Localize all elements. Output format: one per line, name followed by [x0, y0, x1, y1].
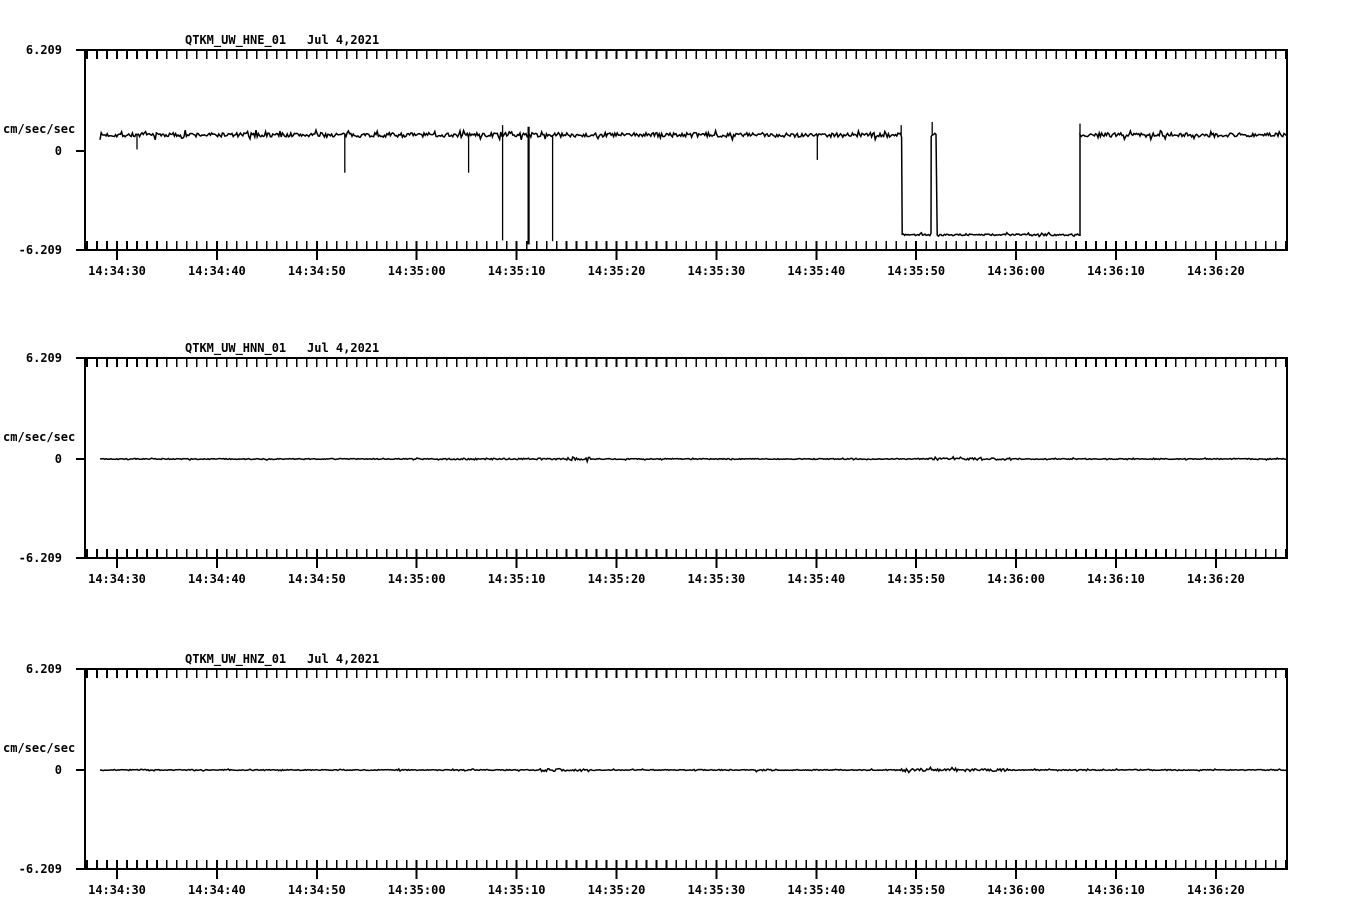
y-axis-ticks [76, 358, 85, 558]
panel-title-date: Jul 4,2021 [307, 341, 380, 355]
x-tick-label: 14:34:30 [88, 264, 146, 278]
x-tick-label: 14:35:20 [587, 264, 646, 278]
x-tick-label: 14:34:30 [88, 572, 146, 586]
x-tick-label: 14:36:10 [1087, 264, 1145, 278]
y-axis-zero-label: 0 [54, 452, 62, 466]
x-tick-label: 14:34:50 [287, 572, 346, 586]
panel-title-date: Jul 4,2021 [307, 652, 380, 666]
x-tick-label: 14:35:00 [387, 264, 446, 278]
y-axis-unit-label: cm/sec/sec [3, 122, 76, 136]
x-tick-label: 14:35:10 [487, 883, 546, 897]
x-tick-label: 14:34:50 [287, 264, 346, 278]
plot-frame [85, 50, 1287, 250]
x-tick-label: 14:35:20 [587, 572, 646, 586]
y-axis-zero-label: 0 [54, 763, 62, 777]
x-tick-label: 14:35:40 [787, 572, 846, 586]
panel-title-station: QTKM_UW_HNN_01 [185, 341, 287, 355]
y-axis-min-label: -6.209 [18, 862, 62, 876]
y-axis-max-label: 6.209 [25, 351, 62, 365]
x-tick-label: 14:35:50 [887, 883, 946, 897]
x-tick-label: 14:35:40 [787, 264, 846, 278]
x-tick-label: 14:36:20 [1186, 883, 1245, 897]
minor-ticks [87, 51, 1286, 249]
panel-title-station: QTKM_UW_HNZ_01 [185, 652, 287, 666]
waveform-trace [100, 130, 1286, 236]
y-axis-min-label: -6.209 [18, 551, 62, 565]
x-tick-label: 14:36:10 [1087, 572, 1145, 586]
x-tick-label: 14:35:50 [887, 572, 946, 586]
x-tick-label: 14:36:10 [1087, 883, 1145, 897]
x-tick-label: 14:35:10 [487, 264, 546, 278]
y-axis-ticks [76, 50, 85, 250]
y-axis-min-label: -6.209 [18, 243, 62, 257]
x-tick-label: 14:35:30 [687, 883, 746, 897]
y-axis-ticks [76, 669, 85, 869]
waveform-trace [100, 767, 1287, 772]
x-tick-label: 14:35:50 [887, 264, 946, 278]
x-tick-label: 14:36:20 [1186, 572, 1245, 586]
panel-title-date: Jul 4,2021 [307, 33, 380, 47]
plot-frame [85, 669, 1287, 869]
x-tick-label: 14:36:00 [987, 883, 1045, 897]
x-tick-label: 14:36:00 [987, 264, 1045, 278]
x-tick-label: 14:34:30 [88, 883, 146, 897]
panel-title-station: QTKM_UW_HNE_01 [185, 33, 287, 47]
x-tick-label: 14:35:40 [787, 883, 846, 897]
x-tick-label: 14:34:40 [187, 883, 246, 897]
x-tick-label: 14:35:00 [387, 572, 446, 586]
y-axis-max-label: 6.209 [25, 43, 62, 57]
x-tick-label: 14:35:10 [487, 572, 546, 586]
x-tick-label: 14:35:30 [687, 572, 746, 586]
x-tick-label: 14:34:50 [287, 883, 346, 897]
x-tick-label: 14:36:20 [1186, 264, 1245, 278]
x-tick-label: 14:34:40 [187, 572, 246, 586]
x-tick-label: 14:36:00 [987, 572, 1045, 586]
x-tick-label: 14:34:40 [187, 264, 246, 278]
y-axis-unit-label: cm/sec/sec [3, 741, 76, 755]
panel-title [0, 341, 1358, 355]
x-tick-label: 14:35:30 [687, 264, 746, 278]
waveform-trace [100, 457, 1287, 462]
x-tick-label: 14:35:00 [387, 883, 446, 897]
panel-title [0, 652, 1358, 666]
panel-title [0, 33, 1358, 47]
plot-frame [85, 358, 1287, 558]
y-axis-max-label: 6.209 [25, 662, 62, 676]
y-axis-unit-label: cm/sec/sec [3, 430, 76, 444]
y-axis-zero-label: 0 [54, 144, 62, 158]
x-tick-label: 14:35:20 [587, 883, 646, 897]
